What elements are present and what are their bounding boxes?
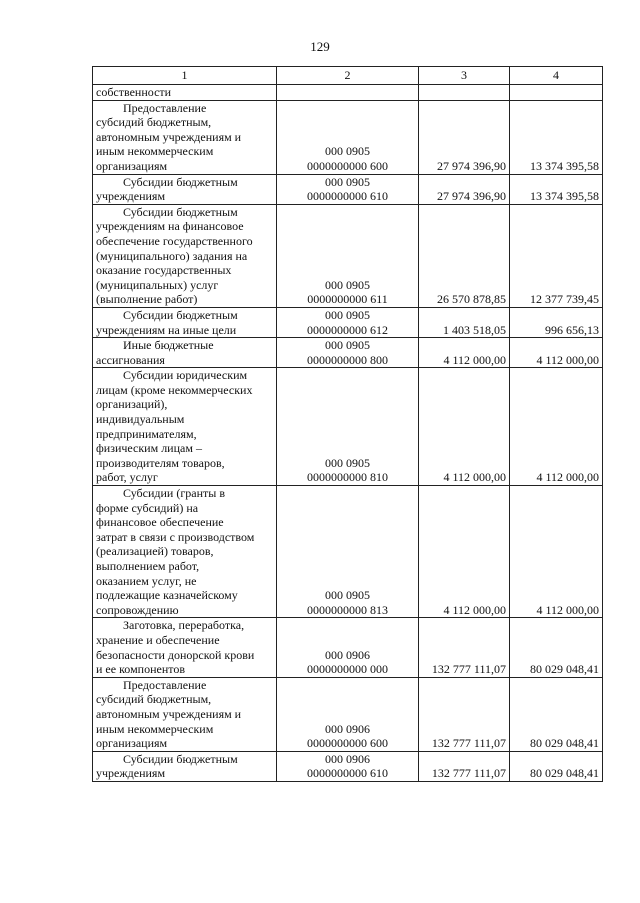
row-name-cell (93, 618, 277, 677)
row-value-col-3: 132 777 111,07 (419, 618, 510, 677)
table-body (93, 85, 603, 782)
row-value-col-4: 80 029 048,41 (510, 677, 603, 751)
table-row (93, 751, 603, 781)
row-name-line: Субсидии юридическим (123, 368, 248, 383)
row-name-line: учреждениям на финансовое (96, 219, 244, 234)
row-name-line: производителям товаров, (96, 455, 225, 470)
row-value-col-3: 4 112 000,00 (419, 368, 510, 486)
row-name-line: ассигнования (96, 352, 165, 367)
row-name-line: финансовое обеспечение (96, 515, 224, 530)
row-name-line: (выполнение работ) (96, 292, 198, 307)
row-code-cell (277, 677, 419, 751)
row-name-line: организациям (96, 158, 168, 173)
table-row (93, 174, 603, 204)
row-code-cell (277, 85, 419, 101)
header-col-1: 1 (93, 67, 277, 85)
row-code-line: 000 0906 (325, 751, 370, 766)
row-name-line: автономным учреждениям и (96, 706, 242, 721)
table-row (93, 307, 603, 337)
row-name-cell (93, 751, 277, 781)
row-value-col-3: 1 403 518,05 (419, 307, 510, 337)
row-name-line: лицам (кроме некоммерческих (96, 382, 253, 397)
row-name-line: субсидий бюджетным, (96, 692, 212, 707)
row-value-col-4 (510, 85, 603, 101)
header-col-4: 4 (510, 67, 603, 85)
row-value-col-4: 13 374 395,58 (510, 174, 603, 204)
row-code-line: 000 0905 (325, 174, 370, 189)
row-name-line: учреждениям (96, 766, 166, 781)
row-name-cell (93, 85, 277, 101)
table-row (93, 100, 603, 174)
row-code-cell (277, 100, 419, 174)
table-row (93, 677, 603, 751)
row-code-line: 0000000000 810 (307, 470, 388, 485)
row-name-line: хранение и обеспечение (96, 632, 220, 647)
row-name-cell (93, 204, 277, 307)
row-code-line: 000 0906 (325, 647, 370, 662)
row-name-line: оказание государственных (96, 263, 232, 278)
row-code-cell (277, 174, 419, 204)
row-code-line: 0000000000 610 (307, 189, 388, 204)
row-code-line: 0000000000 600 (307, 158, 388, 173)
row-name-cell (93, 307, 277, 337)
row-name-line: Субсидии бюджетным (123, 174, 238, 189)
row-name-cell (93, 368, 277, 486)
row-code-cell (277, 751, 419, 781)
row-value-col-3: 132 777 111,07 (419, 677, 510, 751)
row-value-col-4: 80 029 048,41 (510, 751, 603, 781)
row-code-cell (277, 307, 419, 337)
row-name-line: работ, услуг (96, 470, 158, 485)
row-value-col-4: 4 112 000,00 (510, 338, 603, 368)
row-value-col-4: 4 112 000,00 (510, 486, 603, 618)
row-code-cell (277, 338, 419, 368)
row-name-line: собственности (96, 85, 172, 99)
table-row (93, 486, 603, 618)
row-value-col-3: 26 570 878,85 (419, 204, 510, 307)
row-code-line: 0000000000 813 (307, 602, 388, 617)
row-name-line: организаций), (96, 397, 168, 412)
row-code-cell (277, 618, 419, 677)
row-name-line: индивидуальным (96, 412, 185, 427)
row-value-col-3 (419, 85, 510, 101)
row-name-line: Субсидии бюджетным (123, 751, 238, 766)
row-name-line: (реализацией) товаров, (96, 544, 214, 559)
row-code-line: 0000000000 612 (307, 322, 388, 337)
row-code-cell (277, 368, 419, 486)
row-name-line: иным некоммерческим (96, 721, 214, 736)
row-code-line: 000 0905 (325, 144, 370, 159)
row-code-line: 000 0905 (325, 307, 370, 322)
row-name-line: затрат в связи с производством (96, 529, 255, 544)
row-value-col-3: 27 974 396,90 (419, 100, 510, 174)
row-name-line: (муниципального) задания на (96, 248, 248, 263)
row-name-line: Предоставление (123, 677, 207, 692)
row-name-line: физическим лицам – (96, 441, 202, 456)
row-code-line: 0000000000 800 (307, 352, 388, 367)
row-code-line: 0000000000 610 (307, 766, 388, 781)
row-name-line: Субсидии бюджетным (123, 204, 238, 219)
row-value-col-3: 4 112 000,00 (419, 486, 510, 618)
table-row (93, 338, 603, 368)
row-name-cell (93, 677, 277, 751)
row-name-cell (93, 338, 277, 368)
row-name-line: предпринимателям, (96, 426, 197, 441)
row-code-line: 0000000000 611 (307, 292, 388, 307)
row-name-line: выполнением работ, (96, 559, 200, 573)
budget-table (92, 66, 603, 782)
row-value-col-4: 4 112 000,00 (510, 368, 603, 486)
row-name-line: безопасности донорской крови (96, 647, 255, 662)
row-value-col-3: 132 777 111,07 (419, 751, 510, 781)
table-row (93, 618, 603, 677)
row-name-line: обеспечение государственного (96, 233, 253, 248)
row-name-line: Субсидии (гранты в (123, 486, 225, 501)
row-name-line: и ее компонентов (96, 662, 186, 677)
row-name-line: Заготовка, переработка, (123, 618, 245, 633)
row-value-col-3: 4 112 000,00 (419, 338, 510, 368)
row-value-col-4: 12 377 739,45 (510, 204, 603, 307)
row-code-line: 000 0905 (325, 338, 370, 353)
row-name-line: (муниципальных) услуг (96, 277, 219, 292)
row-name-cell (93, 486, 277, 618)
row-name-line: подлежащие казначейскому (96, 588, 238, 603)
row-name-line: организациям (96, 736, 168, 751)
row-value-col-4: 80 029 048,41 (510, 618, 603, 677)
row-code-line: 000 0905 (325, 277, 370, 292)
table-row (93, 85, 603, 101)
row-name-line: Предоставление (123, 100, 207, 115)
row-name-line: Иные бюджетные (123, 338, 214, 353)
row-code-line: 000 0905 (325, 588, 370, 603)
header-col-3: 3 (419, 67, 510, 85)
header-col-2: 2 (277, 67, 419, 85)
row-value-col-3: 27 974 396,90 (419, 174, 510, 204)
row-name-cell (93, 100, 277, 174)
row-code-line: 000 0905 (325, 455, 370, 470)
row-name-line: сопровождению (96, 602, 179, 617)
row-value-col-4: 13 374 395,58 (510, 100, 603, 174)
table-header (93, 67, 603, 85)
row-name-line: учреждениям (96, 189, 166, 204)
row-name-line: форме субсидий) на (96, 500, 199, 515)
row-name-cell (93, 174, 277, 204)
table-row (93, 368, 603, 486)
row-name-line: Субсидии бюджетным (123, 307, 238, 322)
row-code-line: 0000000000 600 (307, 736, 388, 751)
row-value-col-4: 996 656,13 (510, 307, 603, 337)
row-code-line: 0000000000 000 (307, 662, 388, 677)
table-row (93, 204, 603, 307)
row-name-line: субсидий бюджетным, (96, 115, 212, 130)
header-row (93, 67, 603, 85)
page-number: 129 (310, 39, 330, 54)
row-name-line: учреждениям на иные цели (96, 322, 237, 337)
row-code-cell (277, 204, 419, 307)
row-code-line: 000 0906 (325, 721, 370, 736)
row-name-line: иным некоммерческим (96, 144, 214, 159)
row-name-line: автономным учреждениям и (96, 129, 242, 144)
row-code-cell (277, 486, 419, 618)
row-name-line: оказанием услуг, не (96, 573, 197, 588)
